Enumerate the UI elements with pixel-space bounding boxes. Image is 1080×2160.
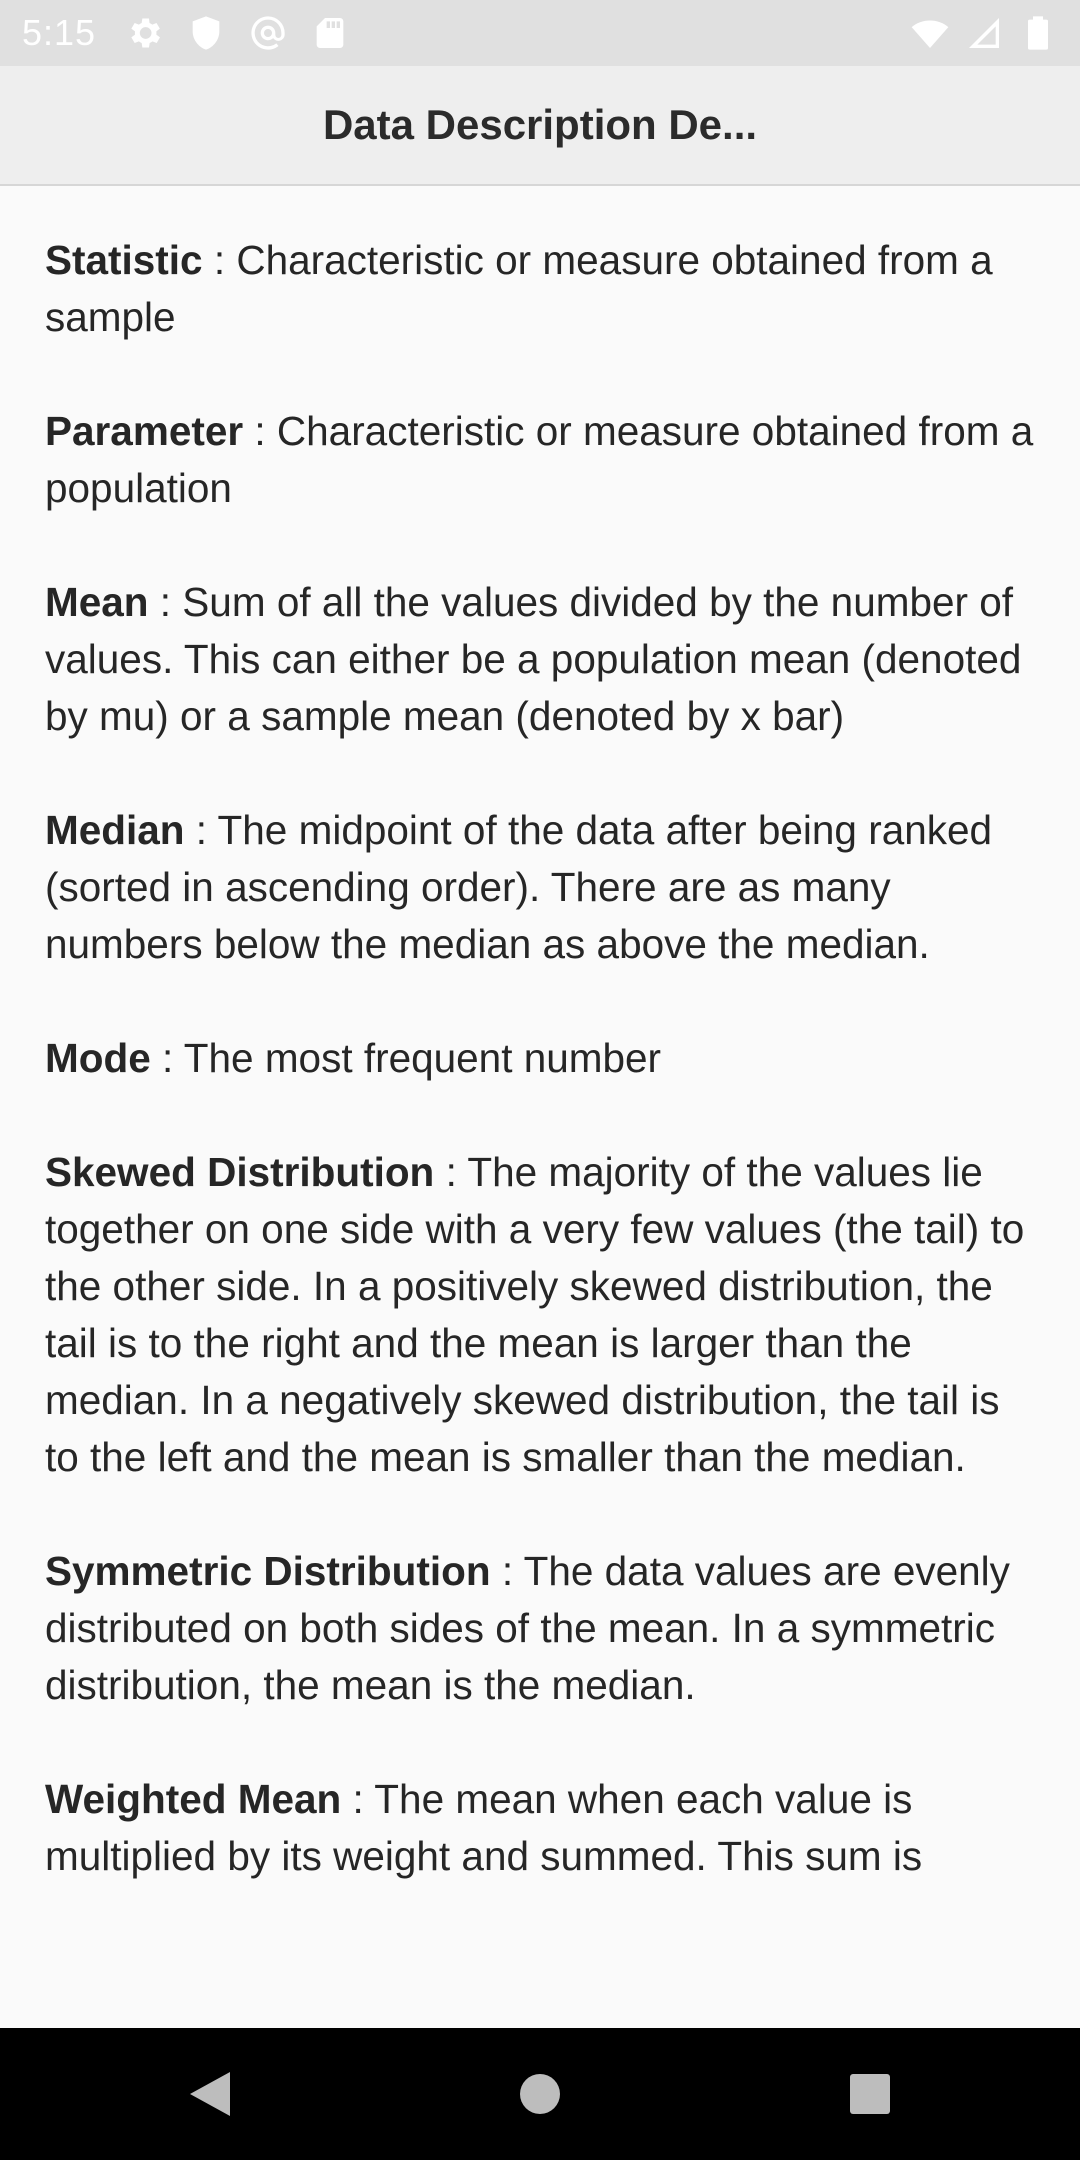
- sd-card-icon: [310, 13, 350, 53]
- definition-text: : Characteristic or measure obtained from a population: [45, 408, 1034, 511]
- definition-term: Weighted Mean: [45, 1776, 342, 1822]
- at-sign-icon: [248, 13, 288, 53]
- status-icons-right: [910, 13, 1058, 53]
- gear-icon: [124, 13, 164, 53]
- definition-item: [45, 403, 1036, 517]
- back-icon: [188, 2070, 232, 2118]
- definition-text: : Characteristic or measure obtained from a sample: [45, 237, 993, 340]
- app-bar: [0, 66, 1080, 186]
- page-title: Data Description De...: [322, 101, 758, 148]
- definition-text: : The majority of the values lie together on one side with a very few values (the tail) to the other side. In a positively skewed distribution, the tail is to the right and the mean is larger than the median. In a negatively skewed distribution, the tail is to the left and the mean is smaller than the median.: [45, 1149, 1025, 1480]
- definitions-list[interactable]: [0, 188, 1080, 2028]
- home-icon: [519, 2073, 561, 2115]
- definition-item: [45, 802, 1036, 973]
- definition-term: Statistic: [45, 237, 203, 283]
- wifi-icon: [910, 13, 950, 53]
- definition-term: Skewed Distribution: [45, 1149, 435, 1195]
- back-button[interactable]: [120, 2028, 300, 2160]
- status-icons-left: [124, 13, 350, 53]
- recents-button[interactable]: [780, 2028, 960, 2160]
- definition-item: [45, 1771, 1036, 1885]
- definition-term: Median: [45, 807, 185, 853]
- definition-text: : Sum of all the values divided by the number of values. This can either be a population mean (denoted by mu) or a sample mean (denoted by x bar): [45, 579, 1022, 739]
- definition-text: : The most frequent number: [150, 1035, 662, 1081]
- definition-item: [45, 574, 1036, 745]
- definition-item: [45, 232, 1036, 346]
- definition-item: [45, 1543, 1036, 1714]
- definition-term: Mode: [45, 1035, 151, 1081]
- definition-item: [45, 1030, 1036, 1087]
- battery-icon: [1018, 13, 1058, 53]
- status-bar: [0, 0, 1080, 66]
- definition-term: Mean: [45, 579, 149, 625]
- status-time: 5:15: [22, 12, 97, 53]
- home-button[interactable]: [450, 2028, 630, 2160]
- definition-term: Parameter: [45, 408, 244, 454]
- definition-term: Symmetric Distribution: [45, 1548, 491, 1594]
- definition-item: [45, 1144, 1036, 1486]
- navigation-bar: [0, 2028, 1080, 2160]
- definition-text: : The data values are evenly distributed on both sides of the mean. In a symmetric distribution, the mean is the median.: [45, 1548, 1010, 1708]
- recents-icon: [849, 2073, 891, 2115]
- signal-icon: [964, 13, 1004, 53]
- shield-icon: [186, 13, 226, 53]
- definition-text: : The midpoint of the data after being ranked (sorted in ascending order). There are as many numbers below the median as above the median.: [45, 807, 993, 967]
- definition-text: : The mean when each value is multiplied by its weight and summed. This sum is: [45, 1776, 923, 1879]
